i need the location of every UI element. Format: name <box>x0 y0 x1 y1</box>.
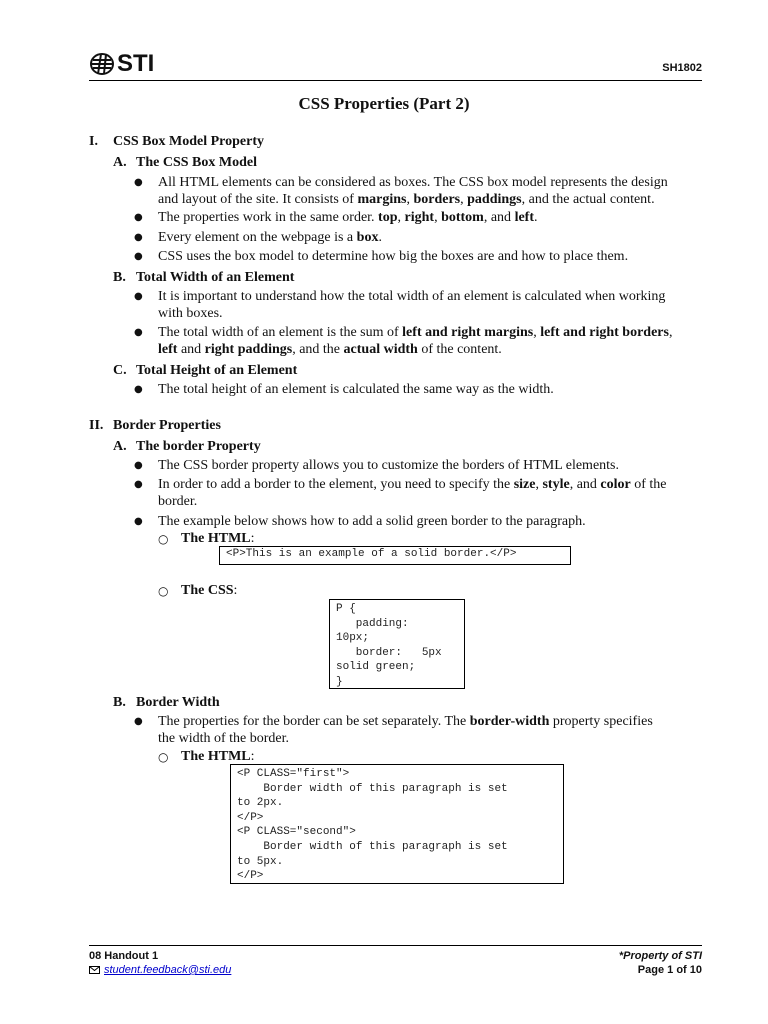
envelope-icon <box>89 966 100 974</box>
subsection-2b-label: B. <box>113 695 126 710</box>
property-notice: *Property of STI <box>618 950 702 962</box>
html-label: The HTML: <box>181 749 255 764</box>
list-item: The total height of an element is calculated the same way as the width. <box>158 382 554 397</box>
subsection-1b-title: Total Width of an Element <box>136 270 295 285</box>
circle-bullet-icon: ○ <box>158 750 169 764</box>
css-label: The CSS: <box>181 583 238 598</box>
feedback-contact <box>89 964 231 976</box>
section-1-number: I. <box>89 134 98 149</box>
subsection-1c-label: C. <box>113 363 127 378</box>
list-item: The example below shows how to add a solid green border to the paragraph. <box>158 514 586 529</box>
list-item: The properties work in the same order. top, right, bottom, and left. <box>158 210 538 225</box>
list-item: The CSS border property allows you to customize the borders of HTML elements. <box>158 458 619 473</box>
section-2-title: Border Properties <box>113 418 221 433</box>
list-item: It is important to understand how the total width of an element is calculated when working with boxes. <box>158 289 666 321</box>
subsection-1a-title: The CSS Box Model <box>136 155 257 170</box>
html-label: The HTML: <box>181 531 255 546</box>
bullet-icon: ● <box>134 384 143 395</box>
page-number: Page 1 of 10 <box>637 964 702 976</box>
bullet-icon: ● <box>134 291 143 302</box>
bullet-icon: ● <box>134 716 143 727</box>
subsection-1c-title: Total Height of an Element <box>136 363 298 378</box>
html-code-box: <P CLASS="first"> Border width of this paragraph is set to 2px. </P> <P CLASS="second"> Border width of this paragraph is set to 5px. </P> <box>230 764 564 884</box>
bullet-icon: ● <box>134 212 143 223</box>
bullet-icon: ● <box>134 177 143 188</box>
page-title: CSS Properties (Part 2) <box>298 94 470 113</box>
bullet-icon: ● <box>134 479 143 490</box>
circle-bullet-icon: ○ <box>158 532 169 546</box>
bullet-icon: ● <box>134 232 143 243</box>
bullet-icon: ● <box>134 327 143 338</box>
section-1-title: CSS Box Model Property <box>113 134 265 149</box>
subsection-2a-label: A. <box>113 439 127 454</box>
subsection-1b-label: B. <box>113 270 126 285</box>
feedback-email-link[interactable]: student.feedback@sti.edu <box>104 964 232 976</box>
css-code-box: P { padding: 10px; border: 5px solid green; } <box>329 599 465 689</box>
document-code: SH1802 <box>662 62 702 74</box>
subsection-2b-title: Border Width <box>136 695 220 710</box>
list-item: CSS uses the box model to determine how big the boxes are and how to place them. <box>158 249 629 264</box>
header-rule <box>89 80 702 81</box>
html-code-box: <P>This is an example of a solid border.</P> <box>219 546 571 565</box>
list-item: The properties for the border can be set separately. The border-width property specifies the width of the border. <box>158 714 653 746</box>
bullet-icon: ● <box>134 251 143 262</box>
section-2-number: II. <box>89 418 104 433</box>
footer-rule <box>89 945 702 946</box>
logo-text: STI <box>117 50 155 77</box>
bullet-icon: ● <box>134 516 143 527</box>
handout-label: 08 Handout 1 <box>89 950 159 962</box>
sti-logo <box>89 50 154 78</box>
bullet-icon: ● <box>134 460 143 471</box>
subsection-2a-title: The border Property <box>136 439 261 454</box>
circle-bullet-icon: ○ <box>158 584 169 598</box>
list-item: All HTML elements can be considered as boxes. The CSS box model represents the design and layout of the site. It consists of margins, borders, paddings, and the actual content. <box>158 175 668 207</box>
sti-globe-icon <box>89 52 115 76</box>
list-item: In order to add a border to the element, you need to specify the size, style, and color of the border. <box>158 477 667 509</box>
list-item: Every element on the webpage is a box. <box>158 230 382 245</box>
subsection-1a-label: A. <box>113 155 127 170</box>
list-item: The total width of an element is the sum of left and right margins, left and right borders, left and right paddings, and the actual width of the content. <box>158 325 673 357</box>
